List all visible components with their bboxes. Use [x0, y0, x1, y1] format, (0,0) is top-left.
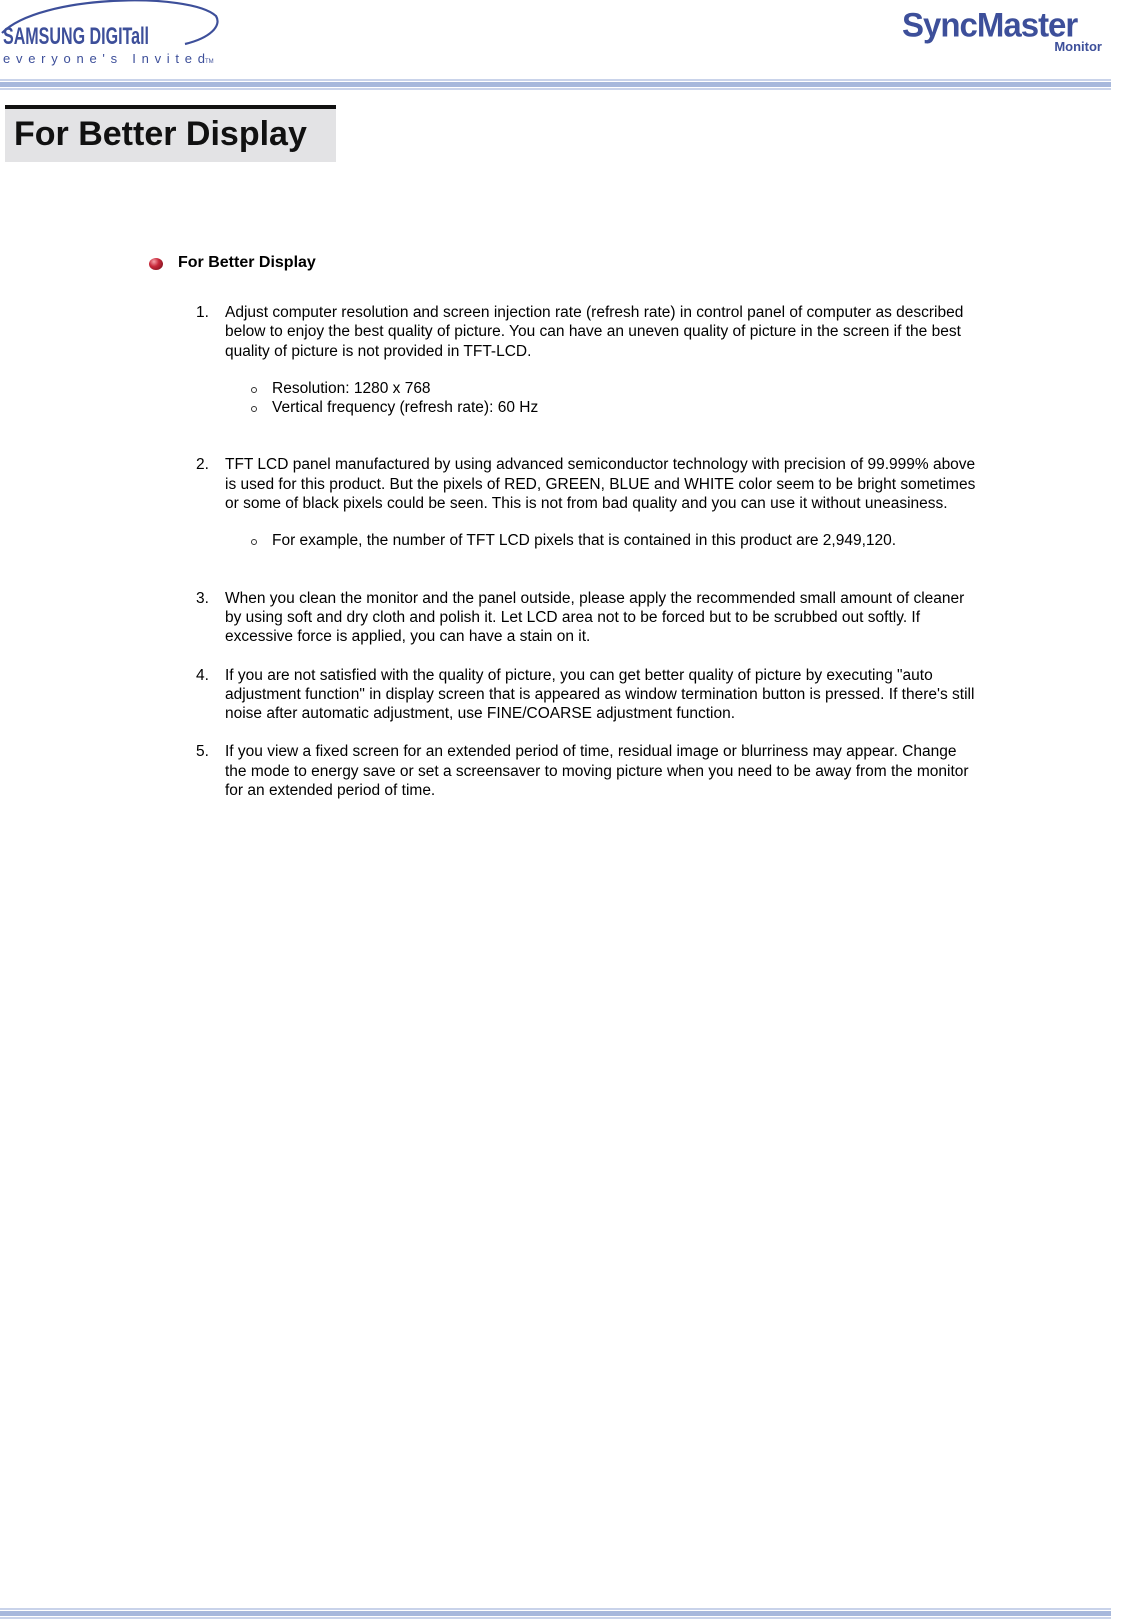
- list-item: [196, 303, 976, 417]
- sub-list-item-text: For example, the number of TFT LCD pixels that is contained in this product are 2,949,120.: [272, 532, 897, 550]
- circle-bullet-icon: [251, 539, 257, 545]
- circle-bullet-icon: [251, 387, 257, 393]
- section-title: For Better Display: [178, 254, 316, 271]
- list-item-number: 2.: [196, 456, 209, 474]
- red-bullet-icon: [149, 258, 163, 270]
- list-item-text: If you are not satisfied with the quality of picture, you can get better quality of picture by executing "auto adjustment function" in display screen that is appeared as window termination button is pressed. If there's still noise after automatic adjustment, use FINE/COARSE adjustment function.: [225, 666, 975, 723]
- samsung-digitall-logo: [0, 0, 222, 70]
- instructions-content: [196, 303, 976, 819]
- page-title: For Better Display: [14, 115, 307, 153]
- list-item-number: 3.: [196, 589, 209, 607]
- list-item-text: When you clean the monitor and the panel outside, please apply the recommended small amount of cleaner by using soft and dry cloth and polish it. Let LCD area not to be forced but to be scrubbed out softly. If excessive force is applied, you can have a stain on it.: [225, 589, 965, 646]
- list-item-text: Adjust computer resolution and screen injection rate (refresh rate) in control panel of computer as described below to enjoy the best quality of picture. You can have an uneven quality of picture in the screen if the best quality of picture is not provided in TFT-LCD.: [225, 304, 964, 360]
- sub-list-item: [225, 398, 976, 417]
- page-title-box: [5, 105, 336, 162]
- circle-bullet-icon: [251, 406, 257, 412]
- sub-list-item: [225, 531, 976, 550]
- syncmaster-brand-text: SyncMaster: [902, 5, 1078, 44]
- list-item: [196, 666, 976, 724]
- samsung-brand-text: SAMSUNG DIGITall: [3, 23, 149, 50]
- sub-list-item-text: Vertical frequency (refresh rate): 60 Hz: [272, 399, 539, 417]
- trademark-text: TM: [205, 59, 214, 65]
- monitor-sub-text: Monitor: [1054, 39, 1102, 54]
- sub-list-item: [225, 379, 976, 398]
- footer-divider: [0, 1608, 1111, 1622]
- sub-list: [225, 531, 976, 550]
- list-item: [196, 742, 976, 800]
- list-item-text: If you view a fixed screen for an extended period of time, residual image or blurriness may appear. Change the mode to energy save or set a screensaver to moving picture when you need to be away from the monitor for an extended period of time.: [225, 743, 969, 800]
- syncmaster-monitor-logo: [898, 6, 1108, 58]
- list-item-number: 1.: [196, 304, 209, 321]
- samsung-tagline-text: everyone's Invited: [3, 51, 205, 66]
- list-item-number: 5.: [196, 743, 209, 761]
- list-item-number: 4.: [196, 666, 209, 684]
- list-item-text: TFT LCD panel manufactured by using advanced semiconductor technology with precision of 99.999% above is used for this product. But the pixels of RED, GREEN, BLUE and WHITE color seem to be bright sometimes or some of black pixels could be seen. This is not from bad quality and you can use it without uneasiness.: [225, 456, 976, 513]
- list-item: [196, 589, 976, 647]
- header-divider: [0, 79, 1111, 93]
- sub-list: [225, 379, 976, 418]
- list-item: [196, 455, 976, 550]
- sub-list-item-text: Resolution: 1280 x 768: [272, 379, 431, 397]
- instructions-list: [196, 303, 976, 800]
